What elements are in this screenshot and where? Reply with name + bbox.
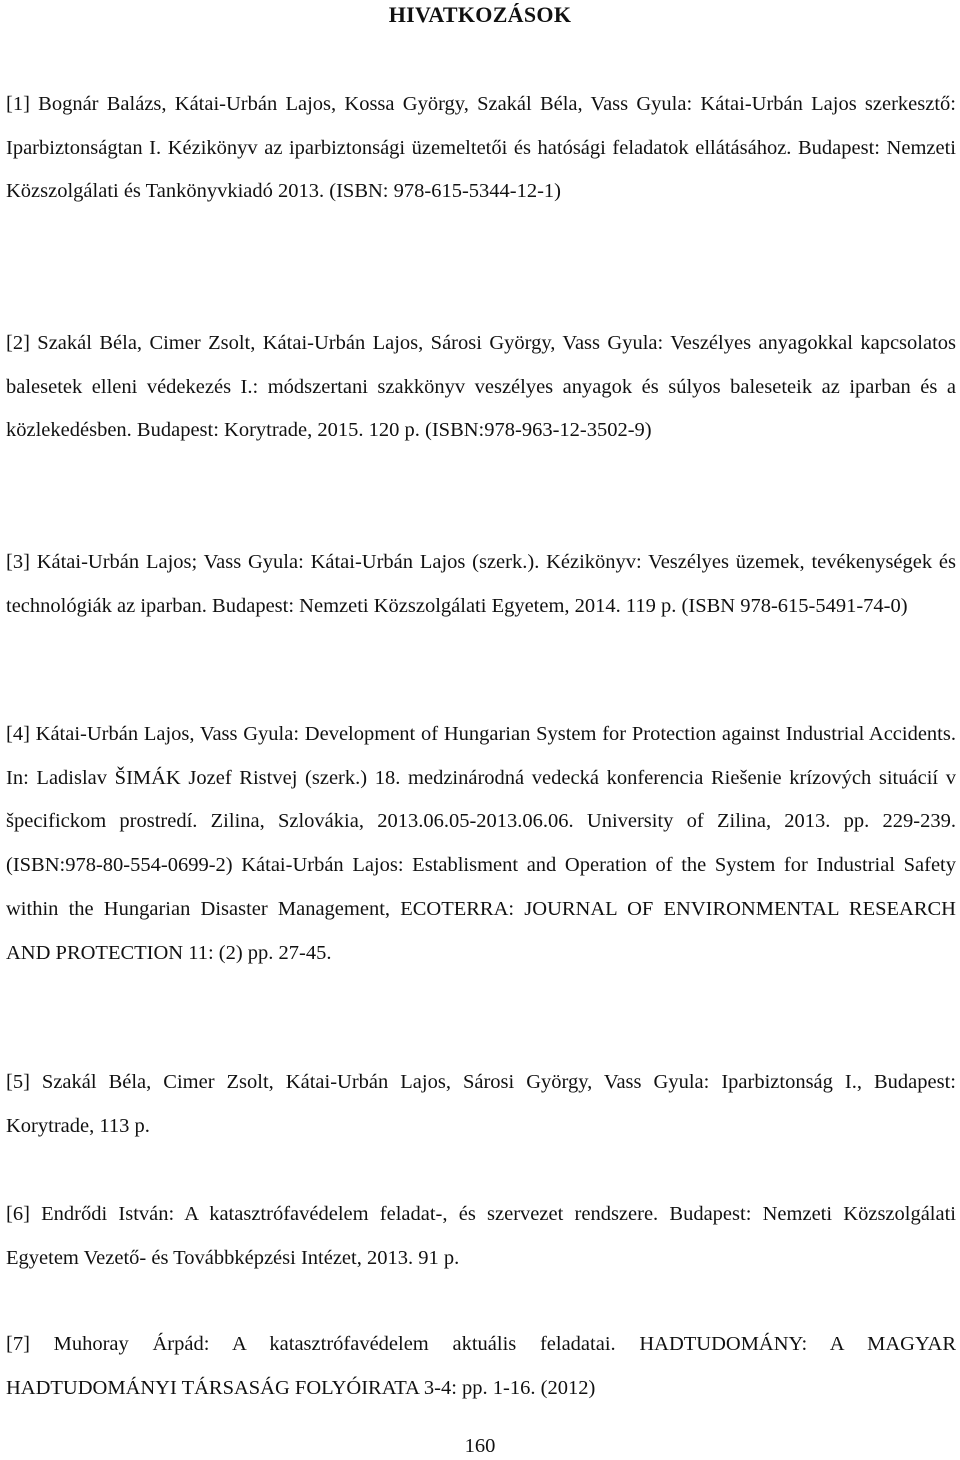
- page-number: 160: [464, 1435, 496, 1457]
- reference-1: [1] Bognár Balázs, Kátai-Urbán Lajos, Kossa György, Szakál Béla, Vass Gyula: Kátai-Urbán Lajos szerkesztő: Iparbiztonságtan I. Kézikönyv az iparbiztonsági üzemeltetői és hatósági feladatok ellátásához. Budapest: Nemzeti Közszolgálati és Tankönyvkiadó 2013. (ISBN: 978-615-5344-12-1): [6, 93, 956, 203]
- reference-4: [4] Kátai-Urbán Lajos, Vass Gyula: Development of Hungarian System for Protection against Industrial Accidents. In: Ladislav ŠIMÁK Jozef Ristvej (szerk.) 18. medzinárodná vedecká konferencia Riešenie krízových situácií v špecifickom prostredí. Zilina, Szlovákia, 2013.06.05-2013.06.06. University of Zilina, 2013. pp. 229-239. (ISBN:978-80-554-0699-2) Kátai-Urbán Lajos: Establisment and Operation of the System for Industrial Safety within the Hungarian Disaster Management, ECOTERRA: JOURNAL OF ENVIRONMENTAL RESEARCH AND PROTECTION 11: (2) pp. 27-45.: [6, 723, 956, 964]
- reference-2: [2] Szakál Béla, Cimer Zsolt, Kátai-Urbán Lajos, Sárosi György, Vass Gyula: Veszélyes anyagokkal kapcsolatos balesetek elleni védekezés I.: módszertani szakkönyv veszélyes anyagok és súlyos baleseteik az iparban és a közlekedésben. Budapest: Korytrade, 2015. 120 p. (ISBN:978-963-12-3502-9): [6, 332, 956, 442]
- reference-3: [3] Kátai-Urbán Lajos; Vass Gyula: Kátai-Urbán Lajos (szerk.). Kézikönyv: Veszélyes üzemek, tevékenységek és technológiák az iparban. Budapest: Nemzeti Közszolgálati Egyetem, 2014. 119 p. (ISBN 978-615-5491-74-0): [6, 551, 956, 617]
- reference-5: [5] Szakál Béla, Cimer Zsolt, Kátai-Urbán Lajos, Sárosi György, Vass Gyula: Iparbiztonság I., Budapest: Korytrade, 113 p.: [6, 1071, 956, 1137]
- reference-6: [6] Endrődi István: A katasztrófavédelem feladat-, és szervezet rendszere. Budapest: Nemzeti Közszolgálati Egyetem Vezető- és Továbbképzési Intézet, 2013. 91 p.: [6, 1203, 956, 1269]
- reference-7: [7] Muhoray Árpád: A katasztrófavédelem aktuális feladatai. HADTUDOMÁNY: A MAGYAR HADTUDOMÁNYI TÁRSASÁG FOLYÓIRATA 3-4: pp. 1-16. (2012): [6, 1333, 956, 1399]
- page-title: HIVATKOZÁSOK: [388, 2, 572, 27]
